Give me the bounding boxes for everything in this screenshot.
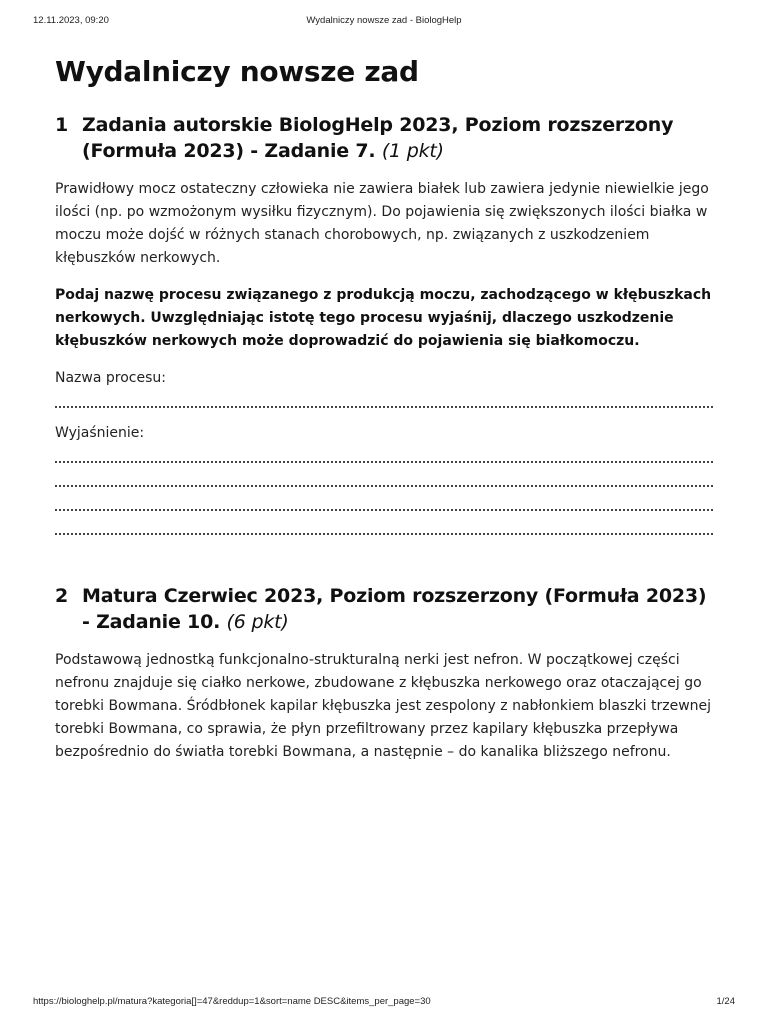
task-1-points: (1 pkt) bbox=[381, 140, 444, 162]
explanation-answer-line bbox=[55, 461, 713, 463]
task-2-title bbox=[82, 583, 713, 635]
explanation-label: Wyjaśnienie: bbox=[55, 425, 145, 441]
task-1 bbox=[55, 112, 713, 535]
task-2 bbox=[55, 583, 713, 764]
print-footer bbox=[0, 996, 768, 1010]
task-2-number: 2 bbox=[55, 585, 69, 607]
task-2-header bbox=[55, 583, 713, 635]
task-1-title bbox=[82, 112, 713, 164]
process-name-label: Nazwa procesu: bbox=[55, 370, 166, 386]
task-1-header bbox=[55, 112, 713, 164]
task-1-title-text: Zadania autorskie BiologHelp 2023, Poziom rozszerzony (Formuła 2023) - Zadanie 7. bbox=[82, 114, 674, 162]
task-1-number: 1 bbox=[55, 114, 69, 136]
explanation-answer-line bbox=[55, 533, 713, 535]
task-2-intro: Podstawową jednostką funkcjonalno-strukturalną nerki jest nefron. W początkowej części nefronu znajduje się ciałko nerkowe, zbudowane z kłębuszka nerkowego oraz otaczającej go torebki Bowmana. Śródbłonek kapilar kłębuszka jest zespolony z nabłonkiem blaszki trzewnej torebki Bowmana, co sprawia, że płyn przefiltrowany przez kapilary kłębuszka przepływa bezpośrednio do światła torebki Bowmana, a następnie – do kanalika bliższego nefronu. bbox=[55, 652, 712, 760]
page-title: Wydalniczy nowsze zad bbox=[55, 55, 419, 88]
print-document-title: Wydalniczy nowsze zad - BiologHelp bbox=[306, 15, 462, 26]
explanation-answer-line bbox=[55, 485, 713, 487]
task-1-intro: Prawidłowy mocz ostateczny człowieka nie zawiera białek lub zawiera jedynie niewielkie jego ilości (np. po wzmożonym wysiłku fizycznym). Do pojawienia się zwiększonych ilości białka w moczu może dojść w różnych stanach chorobowych, np. związanych z uszkodzeniem kłębuszków nerkowych. bbox=[55, 181, 709, 266]
print-header bbox=[0, 15, 768, 29]
task-2-points: (6 pkt) bbox=[226, 611, 289, 633]
print-page-number: 1/24 bbox=[716, 996, 735, 1007]
process-name-answer-line bbox=[55, 406, 713, 408]
explanation-answer-line bbox=[55, 509, 713, 511]
page-content bbox=[55, 52, 713, 764]
print-datetime: 12.11.2023, 09:20 bbox=[33, 15, 109, 26]
task-1-question: Podaj nazwę procesu związanego z produkcją moczu, zachodzącego w kłębuszkach nerkowych. Uwzględniając istotę tego procesu wyjaśnij, dlaczego uszkodzenie kłębuszków nerkowych może doprowadzić do pojawienia się białkomoczu. bbox=[55, 287, 712, 349]
print-url: https://biologhelp.pl/matura?kategoria[]=47&reddup=1&sort=name DESC&items_per_page=30 bbox=[33, 996, 431, 1007]
task-2-title-text: Matura Czerwiec 2023, Poziom rozszerzony (Formuła 2023) - Zadanie 10. bbox=[82, 585, 707, 633]
